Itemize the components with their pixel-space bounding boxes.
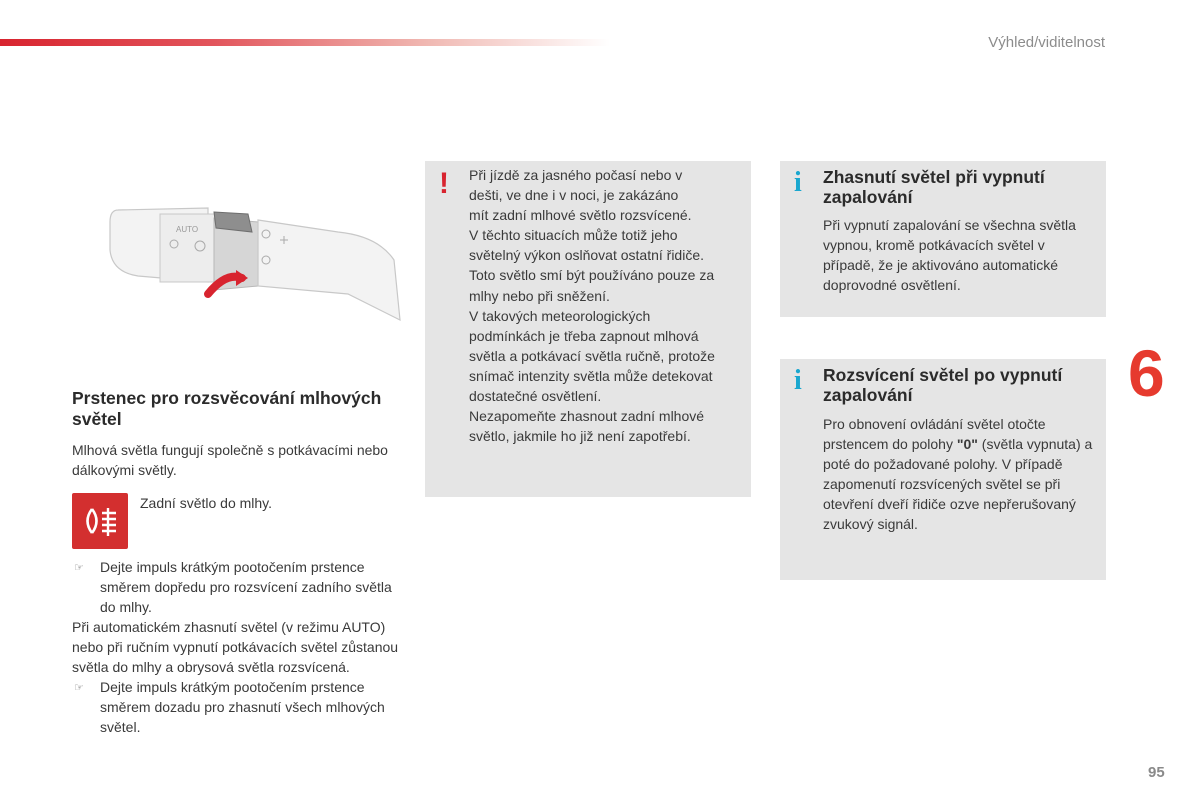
warning-line: Nezapomeňte zhasnout zadní mlhové — [469, 408, 705, 425]
info-box-text: Při vypnutí zapalování se všechna světla vypnou, kromě potkávacích světel v případě, že je aktivováno automatické doprovodné osvětlení. — [823, 217, 1076, 293]
pointing-hand-icon: ☞ — [74, 682, 84, 694]
fog-ring-section — [72, 388, 402, 737]
step-2-text: Dejte impuls krátkým pootočením prstence směrem dozadu pro zhasnutí všech mlhových světel. — [100, 679, 385, 735]
warning-line: snímač intenzity světla může detekovat — [469, 367, 713, 384]
info-box-text — [823, 414, 1098, 534]
warning-line: mlhy nebo při sněžení. — [469, 287, 610, 304]
info-icon: i — [794, 365, 802, 396]
fog-intro-text: Mlhová světla fungují společně s potkávacími nebo dálkovými světly. — [72, 442, 388, 478]
chapter-number: 6 — [1128, 336, 1165, 410]
info-text-part: Pro obnovení ovládání světel otočte prstencem do polohy — [823, 416, 1046, 452]
info-box-title: Zhasnutí světel při vypnutí zapalování — [823, 167, 1045, 207]
warning-line: podmínkách je třeba zapnout mlhová — [469, 327, 699, 344]
info-icon: i — [794, 167, 802, 198]
fog-steps — [72, 557, 402, 737]
warning-line: světlo, jakmile ho již není zapotřebí. — [469, 428, 691, 445]
step-item — [72, 557, 402, 617]
warning-line: světelný výkon oslňovat ostatní řidiče. — [469, 247, 705, 264]
warning-line: Při jízdě za jasného počasí nebo v — [469, 167, 683, 183]
step-item — [72, 677, 402, 737]
info-box-lights-after-ignition — [780, 359, 1106, 580]
warning-line: dostatečné osvětlení. — [469, 388, 602, 405]
rear-fog-light-label: Zadní světlo do mlhy. — [140, 495, 273, 511]
warning-line: mít zadní mlhové světlo rozsvícené. — [469, 207, 692, 224]
fog-ring-heading: Prstenec pro rozsvěcování mlhových světel — [72, 388, 382, 429]
light-switch-stalk-illustration — [108, 190, 408, 330]
header-accent-bar — [0, 39, 610, 46]
warning-exclamation-icon: ! — [439, 167, 449, 200]
info-box-title: Rozsvícení světel po vypnutí zapalování — [823, 365, 1063, 405]
pointing-hand-icon: ☞ — [74, 562, 84, 574]
warning-text — [469, 165, 744, 446]
section-title: Výhled/viditelnost — [988, 34, 1105, 51]
warning-box — [425, 161, 751, 497]
ring-position-zero: "0" — [956, 436, 978, 452]
warning-line: Toto světlo smí být používáno pouze za — [469, 267, 715, 284]
warning-line: V těchto situacích může totiž jeho — [469, 227, 678, 244]
rear-fog-light-icon — [72, 493, 128, 549]
warning-line: V takových meteorologických — [469, 307, 651, 324]
info-text-part: (světla vypnuta) a poté do požadované polohy. V případě zapomenutí rozsvícených světel se při otevření dveří řidiče ozve nepřerušovaný zvukový signál. — [823, 436, 1093, 532]
ring-label-auto: AUTO — [176, 225, 199, 234]
rear-fog-light-row — [72, 493, 402, 553]
page-number: 95 — [1148, 764, 1165, 781]
warning-line: světla a potkávací světla ručně, protože — [469, 347, 715, 364]
auto-paragraph: Při automatickém zhasnutí světel (v režimu AUTO) nebo při ručním vypnutí potkávacích světel zůstanou světla do mlhy a obrysová světla rozsvícená. — [72, 619, 399, 675]
info-box-ignition-off — [780, 161, 1106, 317]
step-1-text: Dejte impuls krátkým pootočením prstence směrem dopředu pro rozsvícení zadního světla do mlhy. — [100, 559, 392, 615]
warning-line: dešti, ve dne i v noci, je zakázáno — [469, 187, 679, 204]
